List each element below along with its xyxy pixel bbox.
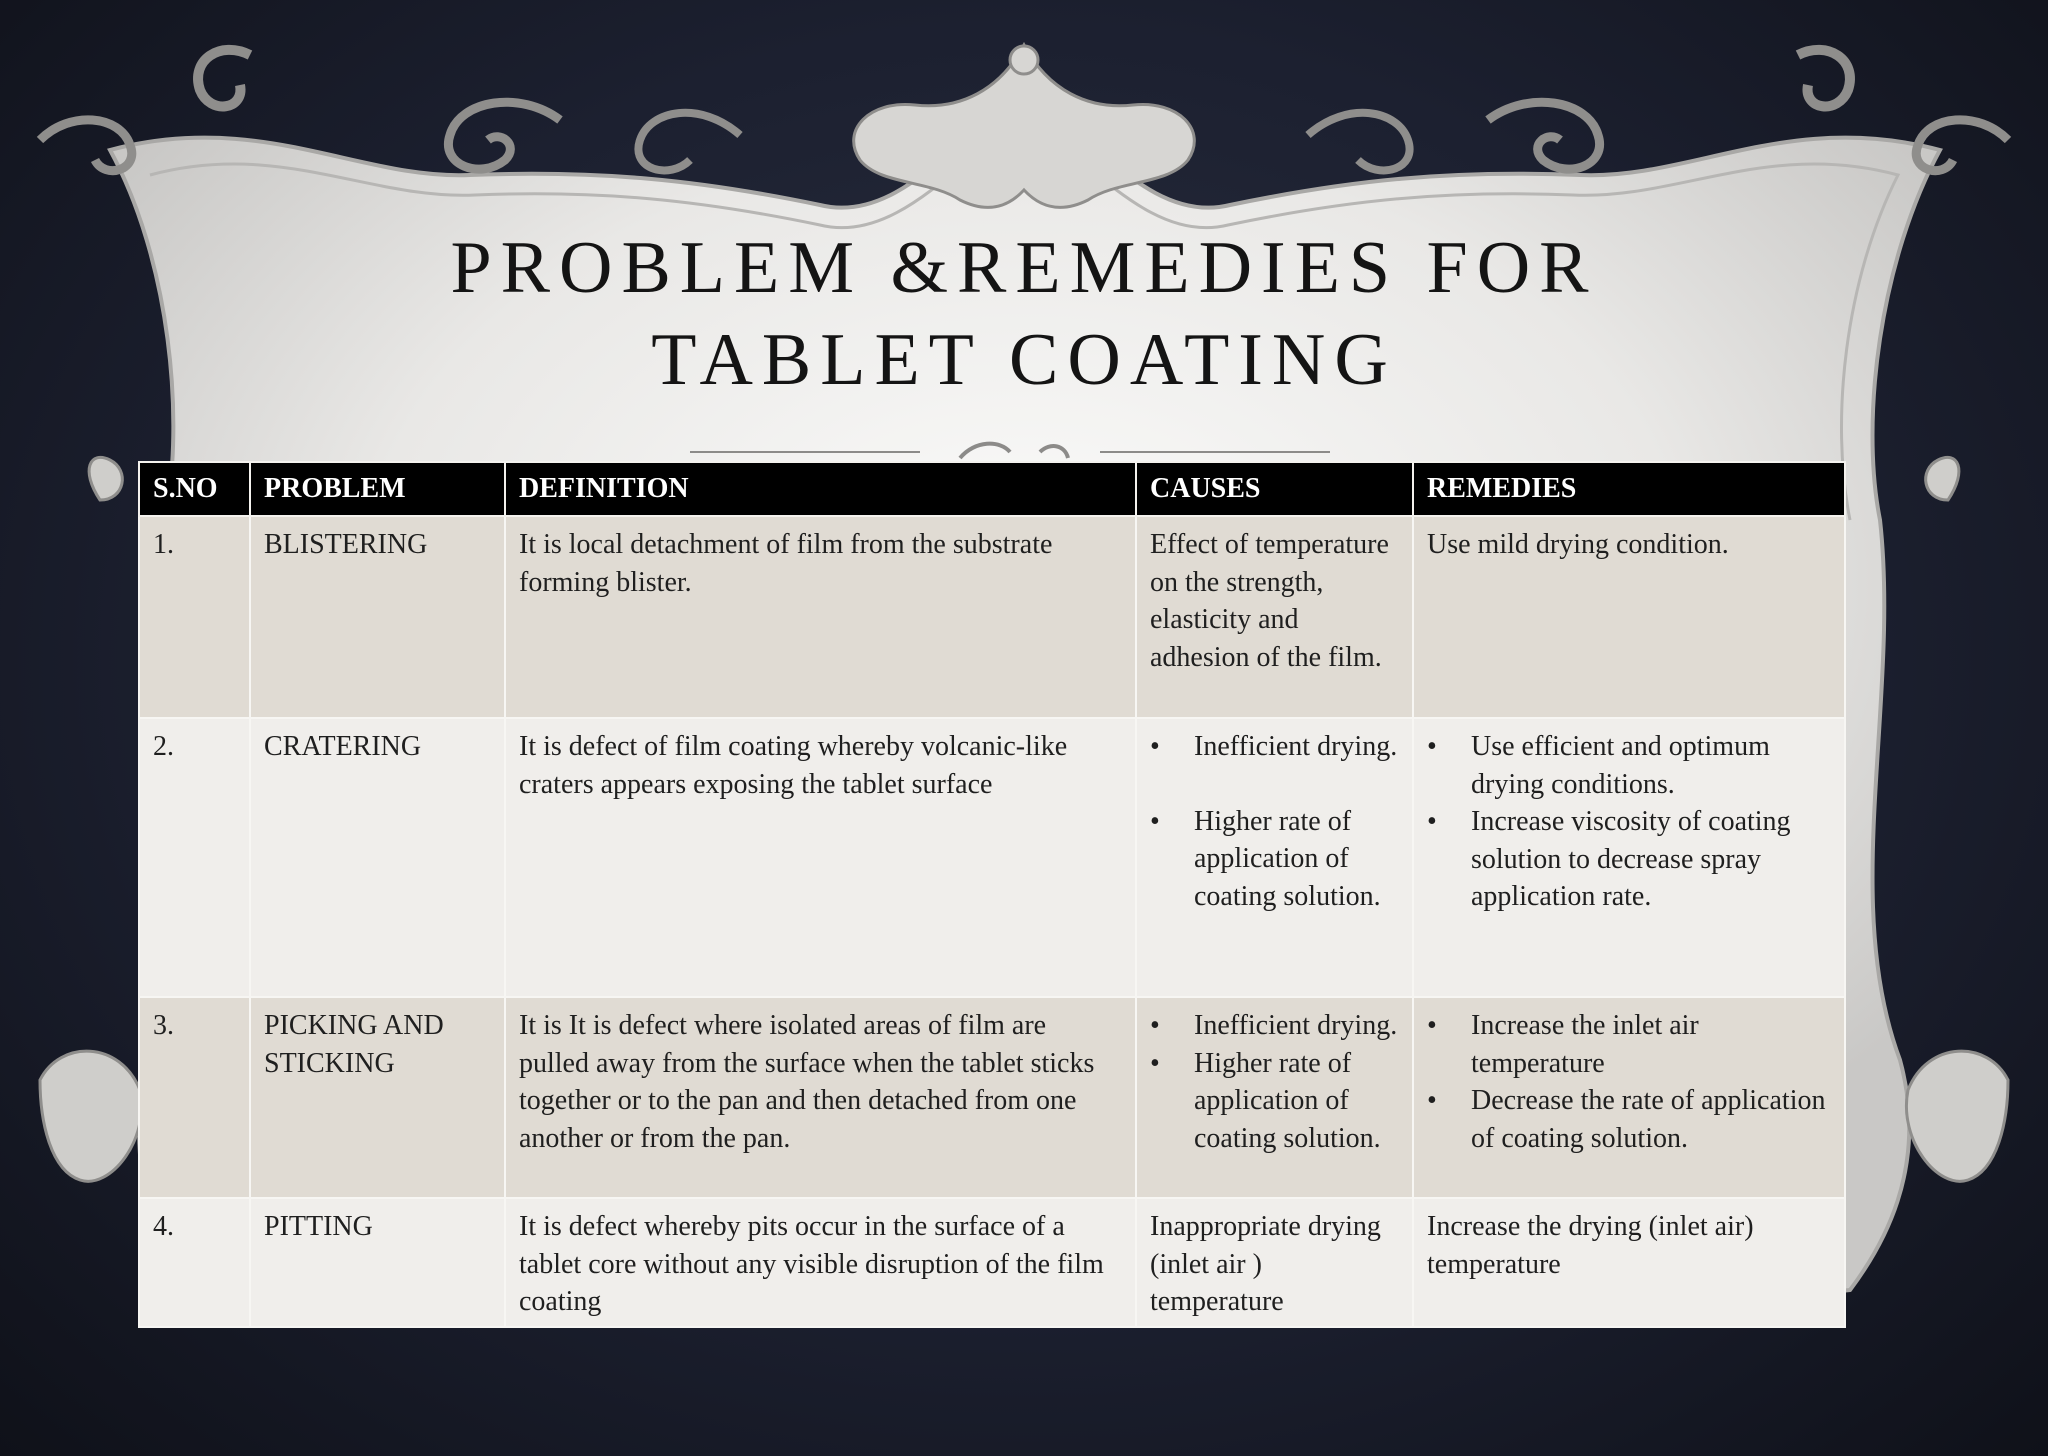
remedies-list xyxy=(1427,728,1831,916)
title-line-1: PROBLEM &REMEDIES FOR xyxy=(450,227,1598,309)
cell-causes xyxy=(1136,718,1413,997)
header-remedies: REMEDIES xyxy=(1413,462,1845,516)
cell-problem: BLISTERING xyxy=(250,516,505,718)
list-item xyxy=(1150,1007,1399,1045)
list-item xyxy=(1150,1045,1399,1158)
list-item-text: Inefficient drying. xyxy=(1194,731,1398,762)
problems-table xyxy=(138,461,1846,1328)
cell-causes: Effect of temperature on the strength, elasticity and adhesion of the film. xyxy=(1136,516,1413,718)
causes-list xyxy=(1150,728,1399,915)
list-item-text: Higher rate of application of coating solution. xyxy=(1194,1047,1381,1154)
cell-definition: It is local detachment of film from the substrate forming blister. xyxy=(505,516,1136,718)
bullet-icon: • xyxy=(1150,731,1160,762)
cell-remedies: Use mild drying condition. xyxy=(1413,516,1845,718)
table-header-row xyxy=(139,462,1845,516)
cell-problem: PICKING AND STICKING xyxy=(250,997,505,1198)
list-item xyxy=(1427,1007,1831,1082)
table-row xyxy=(139,1198,1845,1327)
bullet-icon: • xyxy=(1427,1010,1437,1041)
cell-sno: 4. xyxy=(139,1198,250,1327)
cell-causes: Inappropriate drying (inlet air ) temperature xyxy=(1136,1198,1413,1327)
list-item xyxy=(1427,728,1831,803)
cell-problem: PITTING xyxy=(250,1198,505,1327)
title-line-2: TABLET COATING xyxy=(651,319,1397,401)
cell-definition: It is defect whereby pits occur in the surface of a tablet core without any visible disruption of the film coating xyxy=(505,1198,1136,1327)
cell-remedies: Increase the drying (inlet air) temperature xyxy=(1413,1198,1845,1327)
bullet-icon: • xyxy=(1427,1085,1437,1116)
cell-sno: 1. xyxy=(139,516,250,718)
cell-remedies xyxy=(1413,718,1845,997)
header-causes: CAUSES xyxy=(1136,462,1413,516)
cell-definition: It is It is defect where isolated areas of film are pulled away from the surface when the tablet sticks together or to the pan and then detached from one another or from the pan. xyxy=(505,997,1136,1198)
list-item-text: Use efficient and optimum drying conditions. xyxy=(1471,731,1770,800)
cell-sno: 2. xyxy=(139,718,250,997)
bullet-icon: • xyxy=(1150,1047,1160,1079)
list-item xyxy=(1150,728,1399,766)
bullet-icon: • xyxy=(1150,805,1160,837)
list-item-text: Decrease the rate of application of coating solution. xyxy=(1471,1085,1826,1154)
list-item-text: Higher rate of application of coating solution. xyxy=(1194,805,1381,912)
list-item-text: Increase the inlet air temperature xyxy=(1471,1010,1699,1079)
causes-list xyxy=(1150,1007,1399,1157)
cell-sno: 3. xyxy=(139,997,250,1198)
table-row xyxy=(139,718,1845,997)
header-sno: S.NO xyxy=(139,462,250,516)
table-row xyxy=(139,516,1845,718)
cell-problem: CRATERING xyxy=(250,718,505,997)
list-item-text: Inefficient drying. xyxy=(1194,1010,1398,1041)
table-row xyxy=(139,997,1845,1198)
cell-causes xyxy=(1136,997,1413,1198)
list-item xyxy=(1427,803,1831,916)
header-definition: DEFINITION xyxy=(505,462,1136,516)
page-title xyxy=(300,222,1748,406)
cell-remedies xyxy=(1413,997,1845,1198)
cell-definition: It is defect of film coating whereby volcanic-like craters appears exposing the tablet surface xyxy=(505,718,1136,997)
header-problem: PROBLEM xyxy=(250,462,505,516)
bullet-icon: • xyxy=(1427,806,1437,837)
remedies-list xyxy=(1427,1007,1831,1157)
list-item xyxy=(1150,803,1399,916)
list-item xyxy=(1427,1082,1831,1157)
list-item-text: Increase viscosity of coating solution to decrease spray application rate. xyxy=(1471,806,1791,912)
bullet-icon: • xyxy=(1427,731,1437,762)
bullet-icon: • xyxy=(1150,1010,1160,1041)
